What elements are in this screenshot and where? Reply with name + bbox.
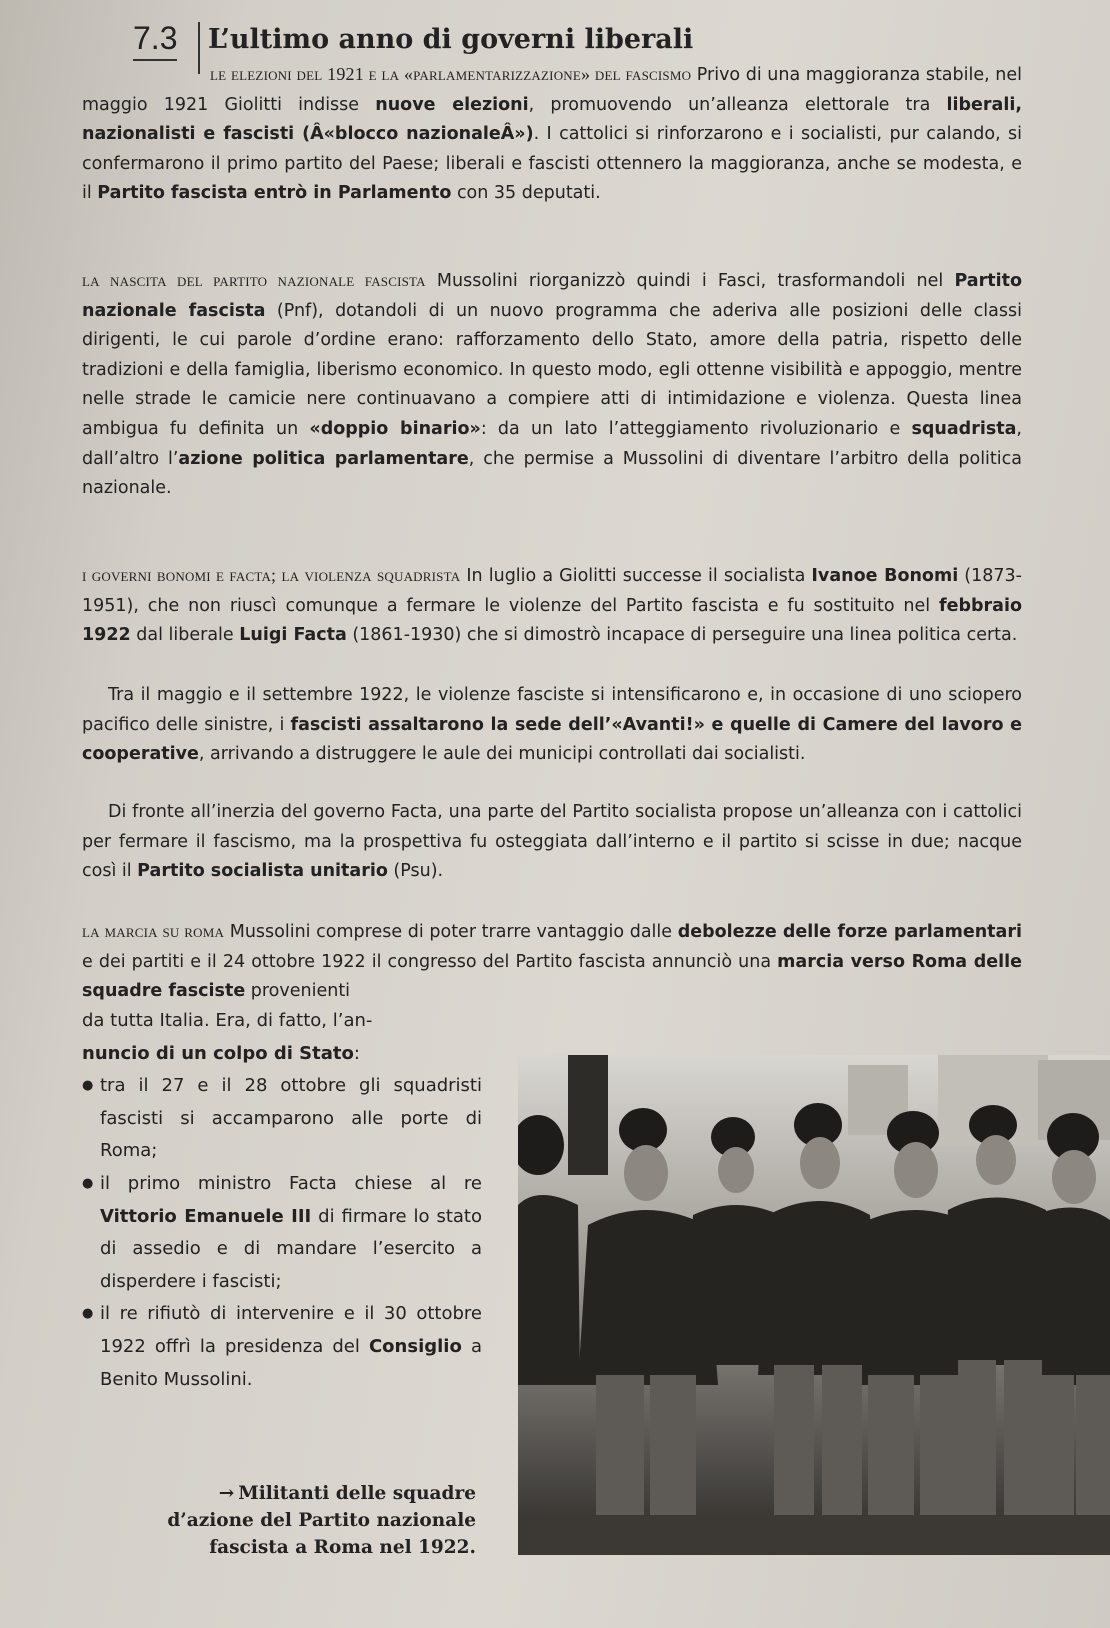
text-run: con 35 deputati. (451, 183, 601, 204)
section-number: 7.3 (133, 20, 177, 61)
bold-term: Partito socialista unitario (137, 861, 388, 882)
bold-term: squadrista (911, 418, 1017, 439)
bold-term: Ivanoe Bonomi (811, 566, 959, 586)
bold-term: liberali, nazionalisti e fascisti (Â«blocco nazionaleÂ») (82, 94, 1023, 145)
list-item (82, 1298, 482, 1396)
section-title: L’ultimo anno di governi liberali (208, 24, 694, 55)
paragraph-elections-1921 (82, 60, 1022, 209)
paragraph-violence (82, 681, 1022, 770)
historical-photo (518, 1055, 1110, 1555)
march-list-column (82, 1005, 482, 1396)
bold-term: nuove elezioni (375, 94, 529, 115)
paragraph-march-on-rome (82, 917, 1022, 1007)
text-run: Mussolini comprese di poter trarre vantaggio dalle (224, 922, 678, 942)
bold-term: debolezze delle forze parlamentari (677, 922, 1022, 942)
bold-term: Consiglio (368, 1335, 462, 1357)
text-run: . I cattolici si rinforzarono e i socialisti, pur calando, si confermarono il primo partito del Paese; liberali e fascisti ottennero la maggioranza, anche se modesta, e il (82, 124, 1023, 204)
text-run: provenienti (245, 981, 351, 1002)
list-item (82, 1070, 482, 1168)
bold-term: Vittorio Emanuele III (100, 1205, 312, 1227)
text-run: tra il 27 e il 28 ottobre gli squadristi fascisti si accamparono alle porte di Roma; (100, 1075, 482, 1162)
paragraph-socialist-split (82, 798, 1022, 887)
bold-term: febbraio 1922 (82, 595, 1022, 646)
text-run: : da un lato l’atteggiamento rivoluzionario e (480, 418, 912, 439)
list-item (82, 1168, 482, 1298)
text-run: , che permise a Mussolini di diventare l’arbitro della politica nazionale. (82, 448, 1022, 499)
paragraph-heading: le elezioni del 1921 e la «parlamentarizzazione» del fascismo (210, 64, 692, 84)
bold-term: Luigi Facta (239, 625, 347, 646)
bold-term: fascisti assaltarono la sede dell’«Avanti!» e quelle di Camere del lavoro e cooperative (82, 714, 1022, 765)
text-run: (1873-1951), che non riuscì comunque a fermare le violenze del Partito fascista e fu sostituito nel (82, 566, 1022, 616)
text-run: (Pnf), dotandoli di un nuovo programma che aderiva alle posizioni delle classi dirigenti, le cui parole d’ordine erano: rafforzamento dello Stato, amore della patria, rispetto delle tradizioni e della famiglia, liberismo economico. In questo modo, egli ottenne visibilità e appoggio, mentre nelle strade le camicie nere continuavano a compiere atti di intimidazione e violenza. Questa linea ambigua fu definita un (82, 300, 1022, 439)
text-run: di firmare lo stato di assedio e di mandare l’esercito a disperdere i fascisti; (100, 1205, 482, 1292)
bold-term: nuncio di un colpo di Stato (82, 1042, 354, 1064)
text-run: Di fronte all’inerzia del governo Facta, una parte del Partito socialista propose un’alleanza con i cattolici per fermare il fascismo, ma la prospettiva fu osteggiata dall’interno e il partito si scisse in due; nacque così il (82, 802, 1022, 882)
paragraph-heading: la nascita del partito nazionale fascista (82, 270, 426, 290)
paragraph-heading: la marcia su roma (82, 921, 225, 941)
photo-caption (130, 1480, 476, 1561)
list-intro (82, 1005, 482, 1070)
paragraph-bonomi-facta (82, 561, 1022, 651)
bullet-list (82, 1070, 482, 1396)
text-run: : (353, 1042, 360, 1064)
text-run: Privo di una maggioranza stabile, nel maggio 1921 Giolitti indisse (82, 65, 1022, 115)
text-run: da tutta Italia. Era, di fatto, l’an- (82, 1010, 373, 1031)
text-run: (Psu). (387, 861, 444, 882)
text-run: In luglio a Giolitti successe il socialista (460, 566, 812, 586)
caption-text: Militanti delle squadre d’azione del Partito nazionale fascista a Roma nel 1922. (167, 1483, 476, 1558)
text-run: il primo ministro Facta chiese al re (100, 1172, 482, 1194)
text-run: dal liberale (130, 625, 240, 646)
photograph-icon (518, 1055, 1110, 1555)
text-run: , arrivando a distruggere le aule dei municipi controllati dai socialisti. (198, 744, 806, 765)
text-run: , dall’altro l’ (82, 418, 1022, 469)
paragraph-heading: i governi bonomi e facta; la violenza squadrista (82, 565, 461, 585)
bold-term: Partito fascista entrò in Parlamento (97, 183, 452, 204)
text-run: e dei partiti e il 24 ottobre 1922 il congresso del Partito fascista annunciò una (82, 951, 778, 972)
bold-term: marcia verso Roma delle squadre fasciste (82, 951, 1022, 1002)
text-run: , promuovendo un’alleanza elettorale tra (528, 94, 947, 115)
paragraph-pnf-birth (82, 266, 1022, 504)
bold-term: «doppio binario» (309, 418, 481, 439)
text-run: a Benito Mussolini. (100, 1335, 482, 1390)
text-run: Tra il maggio e il settembre 1922, le violenze fasciste si intensificarono e, in occasione di uno sciopero pacifico delle sinistre, i (82, 685, 1022, 735)
text-run: il re rifiutò di intervenire e il 30 ottobre 1922 offrì la presidenza del (100, 1303, 482, 1357)
text-run: Mussolini riorganizzò quindi i Fasci, trasformandoli nel (425, 271, 955, 291)
bold-term: azione politica parlamentare (178, 448, 469, 469)
bold-term: Partito nazionale fascista (82, 271, 1022, 321)
arrow-icon: → (218, 1483, 235, 1504)
text-run: (1861-1930) che si dimostrò incapace di perseguire una linea politica certa. (346, 625, 1018, 646)
